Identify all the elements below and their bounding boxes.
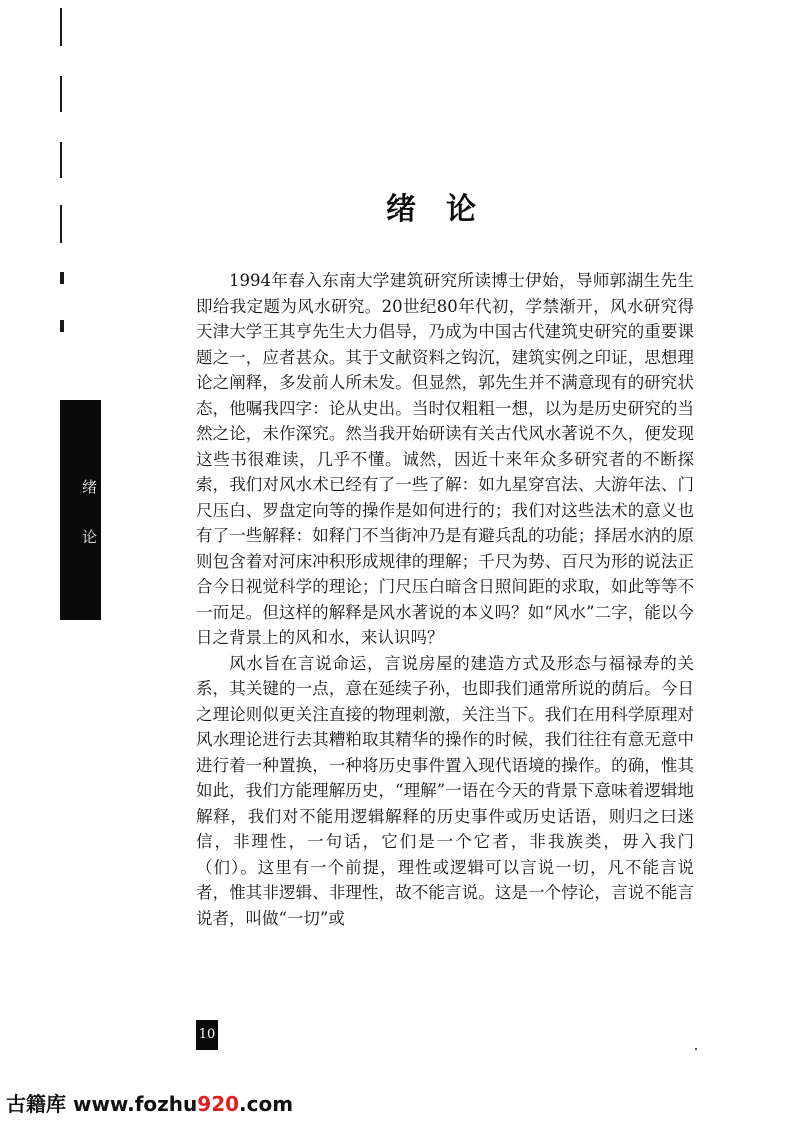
- scan-speck: [695, 1048, 697, 1050]
- watermark-site: fozhu: [134, 1092, 198, 1116]
- margin-rule-4: [60, 205, 62, 243]
- page-number: 10: [196, 1020, 218, 1050]
- paragraph-1: 1994年春入东南大学建筑研究所读博士伊始，导师郭湖生先生即给我定题为风水研究。20世纪80年代初，学禁渐开，风水研究得天津大学王其亨先生大力倡导，乃成为中国古代建筑史研究的重要课题之一，应者甚众。其于文献资料之钩沉，建筑实例之印证，思想理论之阐释，多发前人所未发。但显然，郭先生并不满意现有的研究状态，他嘱我四字：论从史出。当时仅粗粗一想，以为是历史研究的当然之论，未作深究。然当我开始研读有关古代风水著说不久，便发现这些书很难读，几乎不懂。诚然，因近十来年众多研究者的不断探索，我们对风水术已经有了一些了解：如九星穿宫法、大游年法、门尺压白、罗盘定向等的操作是如何进行的；我们对这些法术的意义也有了一些解释：如释门不当街冲乃是有避兵乱的功能；择居水汭的原则包含着对河床冲积形成规律的理解；千尺为势、百尺为形的说法正合今日视觉科学的理论；门尺压白暗含日照间距的求取，如此等等不一而足。但这样的解释是风水著说的本义吗？如“风水”二字，能以今日之背景上的风和水，来认识吗？: [196, 271, 694, 647]
- margin-rule-1: [60, 8, 62, 46]
- watermark-www: www.: [72, 1092, 135, 1116]
- watermark-suffix: .com: [239, 1092, 294, 1116]
- margin-tick-2: [60, 320, 64, 332]
- side-tab-char-1: 绪: [82, 478, 98, 496]
- paragraph-2: 风水旨在言说命运，言说房屋的建造方式及形态与福禄寿的关系，其关键的一点，意在延续子孙，也即我们通常所说的荫后。今日之理论则似更关注直接的物理刺激，关注当下。我们在用科学原理对风水理论进行去其糟粕取其精华的操作的时候，我们往往有意无意中进行着一种置换，一种将历史事件置入现代语境的操作。的确，惟其如此，我们方能理解历史，“理解”一语在今天的背景下意味着逻辑地解释，我们对不能用逻辑解释的历史事件或历史话语，则归之曰迷信，非理性，一句话，它们是一个它者，非我族类，毋入我门（们）。这里有一个前提，理性或逻辑可以言说一切，凡不能言说者，惟其非逻辑、非理性，故不能言说。这是一个悖论，言说不能言说者，叫做“一切”或: [196, 653, 694, 928]
- watermark-number: 920: [197, 1092, 240, 1116]
- watermark-brand: 古籍库: [6, 1092, 66, 1116]
- margin-tick-1: [60, 272, 64, 284]
- chapter-title: 绪论: [386, 192, 506, 227]
- chapter-side-tab: [60, 400, 101, 620]
- margin-rule-2: [60, 76, 62, 112]
- margin-rule-3: [60, 142, 62, 178]
- site-watermark: [6, 1088, 293, 1117]
- body-text: [196, 268, 694, 931]
- side-tab-char-2: 论: [82, 528, 98, 546]
